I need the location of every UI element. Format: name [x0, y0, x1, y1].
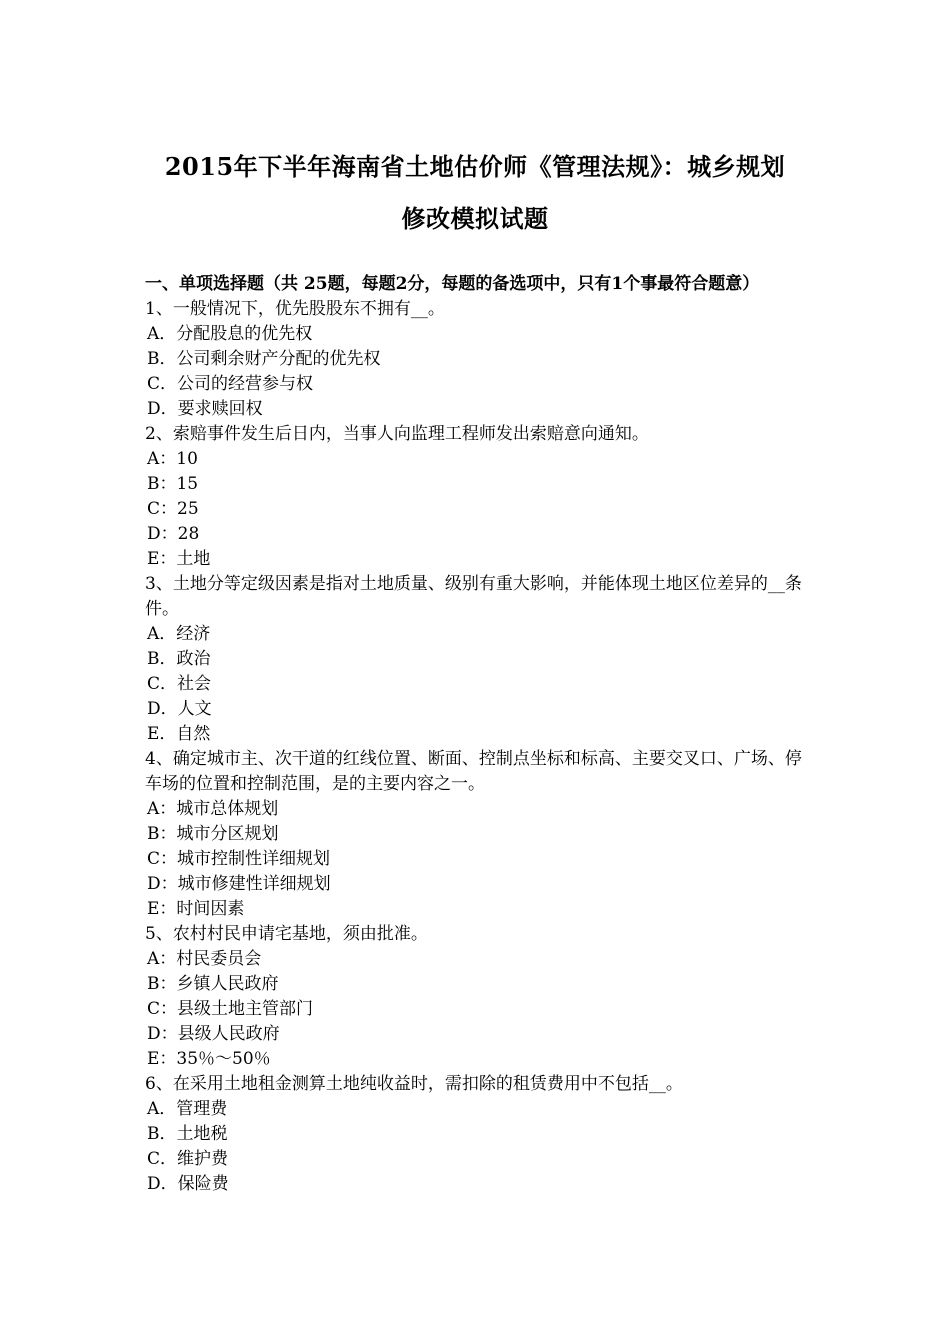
answer-option: D：城市修建性详细规划: [147, 874, 331, 894]
answer-option: D．要求赎回权: [147, 399, 263, 419]
answer-option: C．维护费: [147, 1149, 229, 1169]
question-text: 4、确定城市主、次干道的红线位置、断面、控制点坐标和标高、主要交叉口、广场、停车场的位置和控制范围，是的主要内容之一。: [145, 749, 802, 794]
question-text: 1、一般情况下，优先股股东不拥有__。: [145, 299, 445, 319]
question-block: [145, 422, 810, 572]
answer-option: A．经济: [147, 624, 211, 644]
question-text: 5、农村村民申请宅基地，须由批准。: [145, 924, 428, 944]
answer-option: C：城市控制性详细规划: [147, 849, 331, 869]
document-title-line2: 修改模拟试题: [401, 204, 549, 233]
question-block: [145, 922, 810, 1072]
answer-option: B．土地税: [147, 1124, 228, 1144]
answer-option: D．人文: [147, 699, 212, 719]
section-heading: 一、单项选择题（共 25题，每题2分，每题的备选项中，只有1个事最符合题意）: [145, 274, 760, 294]
answer-option: E：土地: [147, 549, 211, 569]
answer-option: D：28: [147, 524, 200, 544]
question-block: [145, 747, 810, 922]
answer-option: A．管理费: [147, 1099, 228, 1119]
answer-option: B：城市分区规划: [147, 824, 279, 844]
answer-option: B．公司剩余财产分配的优先权: [147, 349, 381, 369]
answer-option: D：县级人民政府: [147, 1024, 280, 1044]
answer-option: A：村民委员会: [147, 949, 262, 969]
question-block: [145, 1072, 810, 1197]
answer-option: C：25: [147, 499, 199, 519]
answer-option: B：15: [147, 474, 199, 494]
question-text: 2、索赔事件发生后日内，当事人向监理工程师发出索赔意向通知。: [145, 424, 649, 444]
document-body: [145, 272, 810, 1197]
answer-option: B．政治: [147, 649, 211, 669]
answer-option: C：县级土地主管部门: [147, 999, 314, 1019]
answer-option: E：35％～50％: [147, 1049, 271, 1069]
answer-option: E．自然: [147, 724, 211, 744]
answer-option: B：乡镇人民政府: [147, 974, 279, 994]
answer-option: A．分配股息的优先权: [147, 324, 313, 344]
question-text: 3、土地分等定级因素是指对土地质量、级别有重大影响，并能体现土地区位差异的__条件。: [145, 574, 802, 619]
answer-option: C．社会: [147, 674, 212, 694]
question-text: 6、在采用土地租金测算土地纯收益时，需扣除的租赁费用中不包括__。: [145, 1074, 683, 1094]
question-block: [145, 297, 810, 422]
answer-option: E：时间因素: [147, 899, 245, 919]
question-block: [145, 572, 810, 747]
answer-option: C．公司的经营参与权: [147, 374, 314, 394]
document-title-line1: 2015年下半年海南省土地估价师《管理法规》：城乡规划: [164, 152, 786, 181]
answer-option: A：10: [147, 449, 198, 469]
answer-option: A：城市总体规划: [147, 799, 279, 819]
answer-option: D．保险费: [147, 1174, 229, 1194]
